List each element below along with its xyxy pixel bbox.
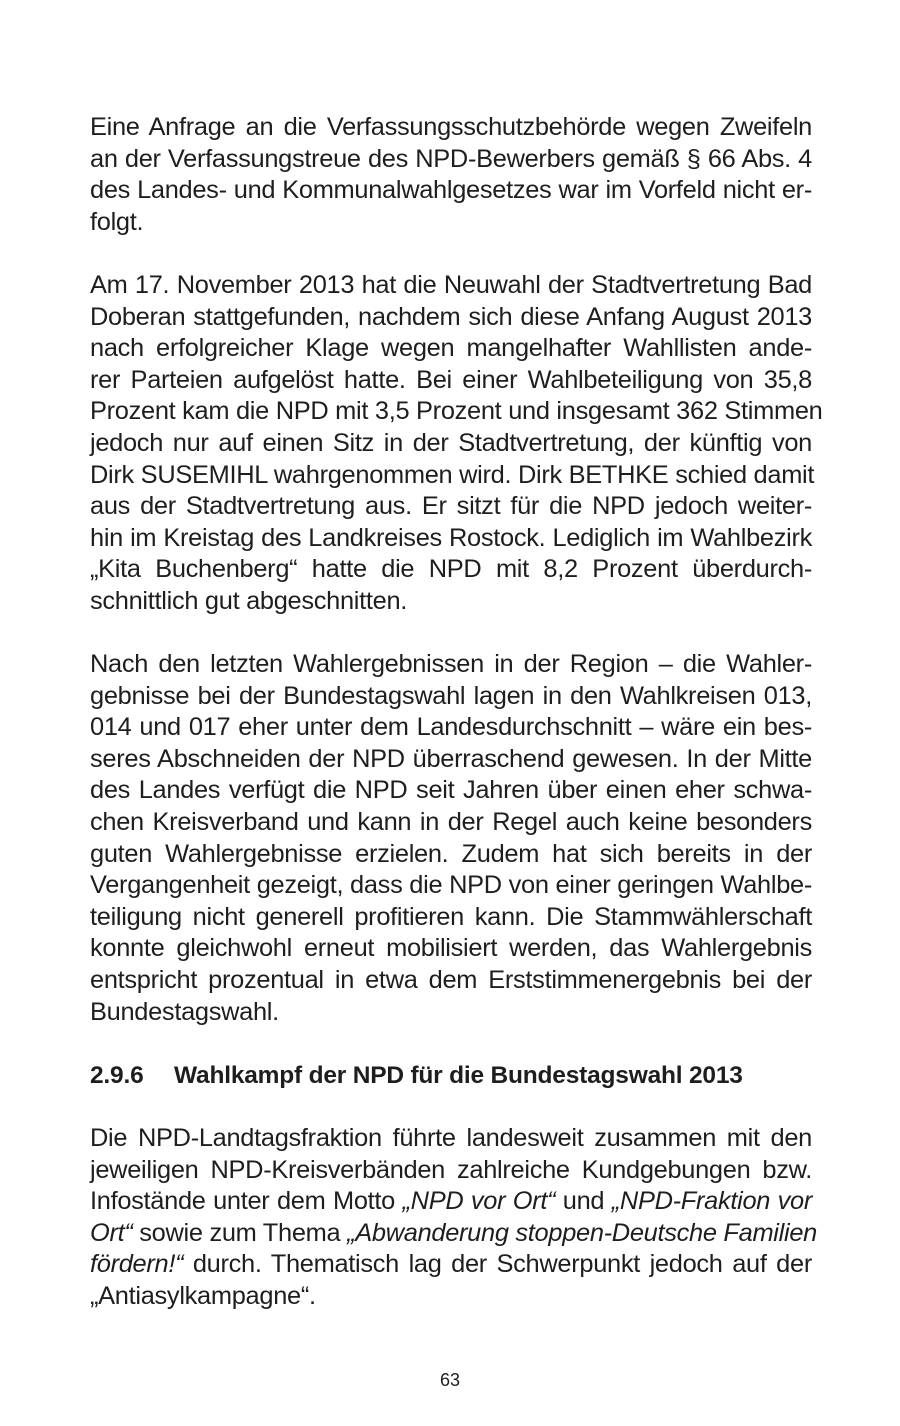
paragraph-2	[90, 270, 823, 618]
text-line: des Landes- und Kommunalwahlgesetzes war im Vorfeld nicht er-	[90, 176, 812, 205]
section-title: Wahlkampf der NPD für die Bundestagswahl 2013	[174, 1061, 743, 1089]
text-line: Nach den letzten Wahlergebnissen in der Region – die Wahler-	[90, 650, 812, 679]
text-line: jedoch nur auf einen Sitz in der Stadtvertretung, der künftig von	[90, 428, 812, 457]
text-line: chen Kreisverband und kann in der Regel auch keine besonders	[90, 808, 812, 837]
text-line: Eine Anfrage an die Verfassungsschutzbehörde wegen Zweifeln	[90, 113, 812, 141]
page-number: 63	[439, 1370, 461, 1390]
text-line: an der Verfassungstreue des NPD-Bewerbers gemäß § 66 Abs. 4	[90, 144, 812, 173]
motto-npd-fraktion-end: Ort“	[90, 1218, 133, 1247]
text-line	[90, 1218, 817, 1250]
motto-npd-fraktion: „NPD-Fraktion vor	[611, 1187, 812, 1216]
text-line: seres Abschneiden der NPD überraschend gewesen. In der Mitte	[90, 744, 812, 773]
text-line: schnittlich gut abgeschnitten.	[90, 586, 408, 615]
section-heading	[90, 1060, 812, 1092]
text-run: und	[555, 1187, 612, 1216]
text-run: Infostände unter dem Motto	[90, 1187, 403, 1216]
text-line: Am 17. November 2013 hat die Neuwahl der Stadtvertretung Bad	[90, 270, 812, 299]
spacer	[90, 1091, 812, 1123]
paragraph-4	[90, 1123, 817, 1313]
text-line	[90, 1186, 812, 1218]
text-line: „Antiasylkampagne“.	[90, 1281, 316, 1310]
paragraph-1	[90, 112, 812, 238]
text-line: Dirk SUSEMIHL wahrgenommen wird. Dirk BETHKE schied damit	[90, 460, 815, 489]
text-line: Bundestagswahl.	[90, 997, 279, 1026]
text-line: guten Wahlergebnisse erzielen. Zudem hat sich bereits in der	[90, 839, 812, 868]
text-line: entspricht prozentual in etwa dem Erststimmenergebnis bei der	[90, 966, 812, 995]
text-line: Vergangenheit gezeigt, dass die NPD von einer geringen Wahlbe-	[90, 871, 812, 900]
theme-abwanderung-end: fördern!“	[90, 1250, 184, 1279]
text-run: sowie zum Thema	[132, 1218, 348, 1247]
text-line: 014 und 017 eher unter dem Landesdurchschnitt – wäre ein bes-	[90, 713, 812, 742]
text-line: hin im Kreistag des Landkreises Rostock. Lediglich im Wahlbezirk	[90, 523, 812, 552]
text-line: gebnisse bei der Bundestagswahl lagen in den Wahlkreisen 013,	[90, 681, 812, 710]
text-line: Die NPD-Landtagsfraktion führte landesweit zusammen mit den	[90, 1124, 812, 1152]
text-line: folgt.	[90, 207, 144, 236]
theme-abwanderung: „Abwanderung stoppen-Deutsche Familien	[347, 1218, 817, 1247]
spacer	[90, 1028, 812, 1060]
text-line: konnte gleichwohl erneut mobilisiert werden, das Wahlergebnis	[90, 934, 812, 963]
text-line: nach erfolgreicher Klage wegen mangelhafter Wahllisten ande-	[90, 334, 812, 363]
text-line: aus der Stadtvertretung aus. Er sitzt für die NPD jedoch weiter-	[90, 492, 812, 521]
motto-npd-vor-ort: „NPD vor Ort“	[402, 1187, 556, 1216]
paragraph-3	[90, 649, 812, 1028]
page-body	[90, 112, 823, 1313]
text-line: „Kita Buchenberg“ hatte die NPD mit 8,2 Prozent überdurch-	[90, 555, 812, 584]
text-line: jeweiligen NPD-Kreisverbänden zahlreiche Kundgebungen bzw.	[90, 1155, 812, 1184]
text-line: des Landes verfügt die NPD seit Jahren über einen eher schwa-	[90, 776, 812, 805]
text-line: Prozent kam die NPD mit 3,5 Prozent und insgesamt 362 Stimmen	[90, 397, 823, 426]
text-line: rer Parteien aufgelöst hatte. Bei einer Wahlbeteiligung von 35,8	[90, 365, 812, 394]
text-line	[90, 1249, 812, 1281]
text-run: durch. Thematisch lag der Schwerpunkt jedoch auf der	[183, 1250, 812, 1279]
text-line: teiligung nicht generell profitieren kann. Die Stammwählerschaft	[90, 902, 812, 931]
section-number: 2.9.6	[90, 1061, 144, 1089]
text-line: Doberan stattgefunden, nachdem sich diese Anfang August 2013	[90, 302, 812, 331]
